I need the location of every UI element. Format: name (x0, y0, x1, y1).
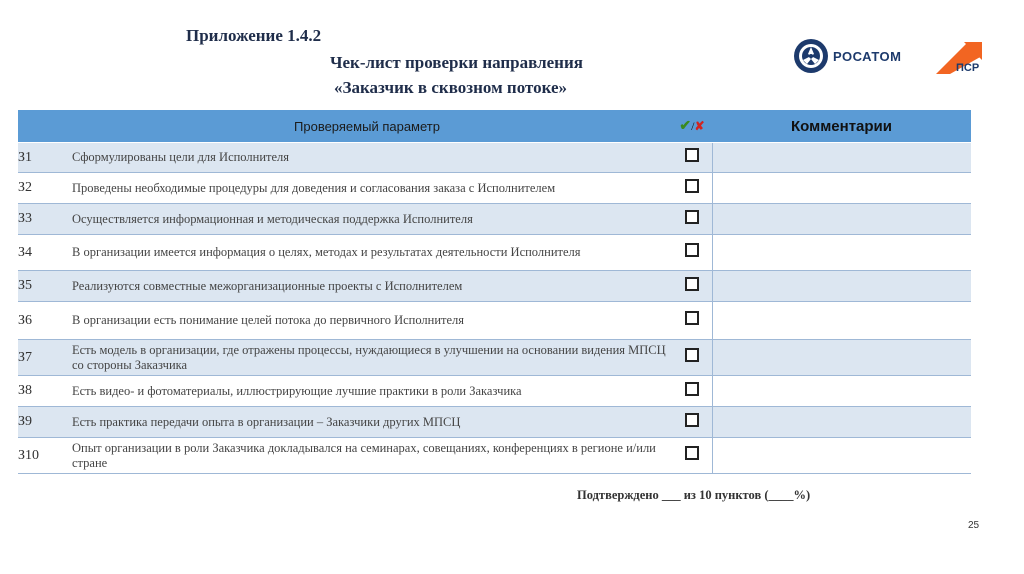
row-checkbox-cell (672, 173, 712, 204)
cross-icon: ✘ (694, 119, 705, 133)
row-comment-cell[interactable] (712, 173, 971, 204)
rosatom-wordmark: РОСАТОМ (833, 49, 902, 64)
checkbox[interactable] (685, 179, 699, 193)
row-text: Есть видео- и фотоматериалы, иллюстрирующие лучшие практики в роли Заказчика (72, 376, 672, 407)
row-checkbox-cell (672, 438, 712, 474)
row-comment-cell[interactable] (712, 340, 971, 376)
row-code: З9 (18, 407, 72, 438)
direction-title: «Заказчик в сквозном потоке» (334, 78, 568, 97)
checkbox[interactable] (685, 382, 699, 396)
row-text: Осуществляется информационная и методическая поддержка Исполнителя (72, 204, 672, 235)
row-comment-cell[interactable] (712, 302, 971, 340)
row-comment-cell[interactable] (712, 204, 971, 235)
checklist-table (18, 110, 971, 474)
table-row (18, 438, 971, 474)
row-checkbox-cell (672, 143, 712, 173)
row-code: З10 (18, 438, 72, 474)
table-row (18, 204, 971, 235)
row-comment-cell[interactable] (712, 235, 971, 271)
checkbox[interactable] (685, 148, 699, 162)
check-cross-separator: / (691, 119, 695, 133)
table-row (18, 376, 971, 407)
page-number: 25 (968, 520, 980, 531)
checkbox[interactable] (685, 348, 699, 362)
row-checkbox-cell (672, 340, 712, 376)
checklist-title-bold: Чек-лист проверки (330, 53, 483, 72)
row-text: Есть модель в организации, где отражены процессы, нуждающиеся в улучшении на основании видения МПСЦ со стороны Заказчика (72, 340, 672, 376)
row-code: З7 (18, 340, 72, 376)
row-checkbox-cell (672, 302, 712, 340)
checkbox[interactable] (685, 277, 699, 291)
row-comment-cell[interactable] (712, 143, 971, 173)
table-row (18, 340, 971, 376)
row-checkbox-cell (672, 407, 712, 438)
checkbox[interactable] (685, 446, 699, 460)
row-comment-cell[interactable] (712, 407, 971, 438)
psr-logo-text: ПСР (956, 62, 980, 74)
row-text: Сформулированы цели для Исполнителя (72, 143, 672, 173)
row-checkbox-cell (672, 376, 712, 407)
psr-logo (934, 38, 984, 81)
row-code: З6 (18, 302, 72, 340)
row-code: З5 (18, 271, 72, 302)
confirmation-summary: Подтверждено ___ из 10 пунктов (____%) (577, 488, 811, 502)
row-checkbox-cell (672, 235, 712, 271)
check-icon: ✔ (679, 119, 692, 134)
row-text: В организации имеется информация о целях, методах и результатах деятельности Исполнителя (72, 235, 672, 271)
table-row (18, 235, 971, 271)
row-text: В организации есть понимание целей потока до первичного Исполнителя (72, 302, 672, 340)
header-code-cell (18, 110, 72, 143)
row-comment-cell[interactable] (712, 438, 971, 474)
checklist-title-rest: направления (482, 53, 583, 72)
checkbox[interactable] (685, 243, 699, 257)
checkbox[interactable] (685, 311, 699, 325)
row-code: З2 (18, 173, 72, 204)
table-row (18, 271, 971, 302)
row-comment-cell[interactable] (712, 376, 971, 407)
row-code: З1 (18, 143, 72, 173)
psr-arrow-icon (934, 38, 984, 76)
row-text: Проведены необходимые процедуры для доведения и согласования заказа с Исполнителем (72, 173, 672, 204)
rosatom-atom-icon (793, 38, 829, 74)
table-header-row (18, 110, 971, 143)
checkbox[interactable] (685, 413, 699, 427)
header-comments: Комментарии (712, 110, 971, 143)
row-code: З4 (18, 235, 72, 271)
table-row (18, 407, 971, 438)
row-code: З3 (18, 204, 72, 235)
row-comment-cell[interactable] (712, 271, 971, 302)
row-code: З8 (18, 376, 72, 407)
table-row (18, 143, 971, 173)
table-row (18, 302, 971, 340)
row-text: Есть практика передачи опыта в организации – Заказчики других МПСЦ (72, 407, 672, 438)
appendix-title: Приложение 1.4.2 (186, 26, 322, 45)
row-checkbox-cell (672, 271, 712, 302)
checkbox[interactable] (685, 210, 699, 224)
row-text: Реализуются совместные межорганизационные проекты с Исполнителем (72, 271, 672, 302)
header-check-cross (672, 110, 712, 143)
row-text: Опыт организации в роли Заказчика докладывался на семинарах, совещаниях, конференциях в регионе и/или стране (72, 438, 672, 474)
rosatom-logo (793, 38, 913, 76)
row-checkbox-cell (672, 204, 712, 235)
table-row (18, 173, 971, 204)
checklist-title (330, 53, 1024, 73)
header-parameter: Проверяемый параметр (72, 110, 672, 143)
